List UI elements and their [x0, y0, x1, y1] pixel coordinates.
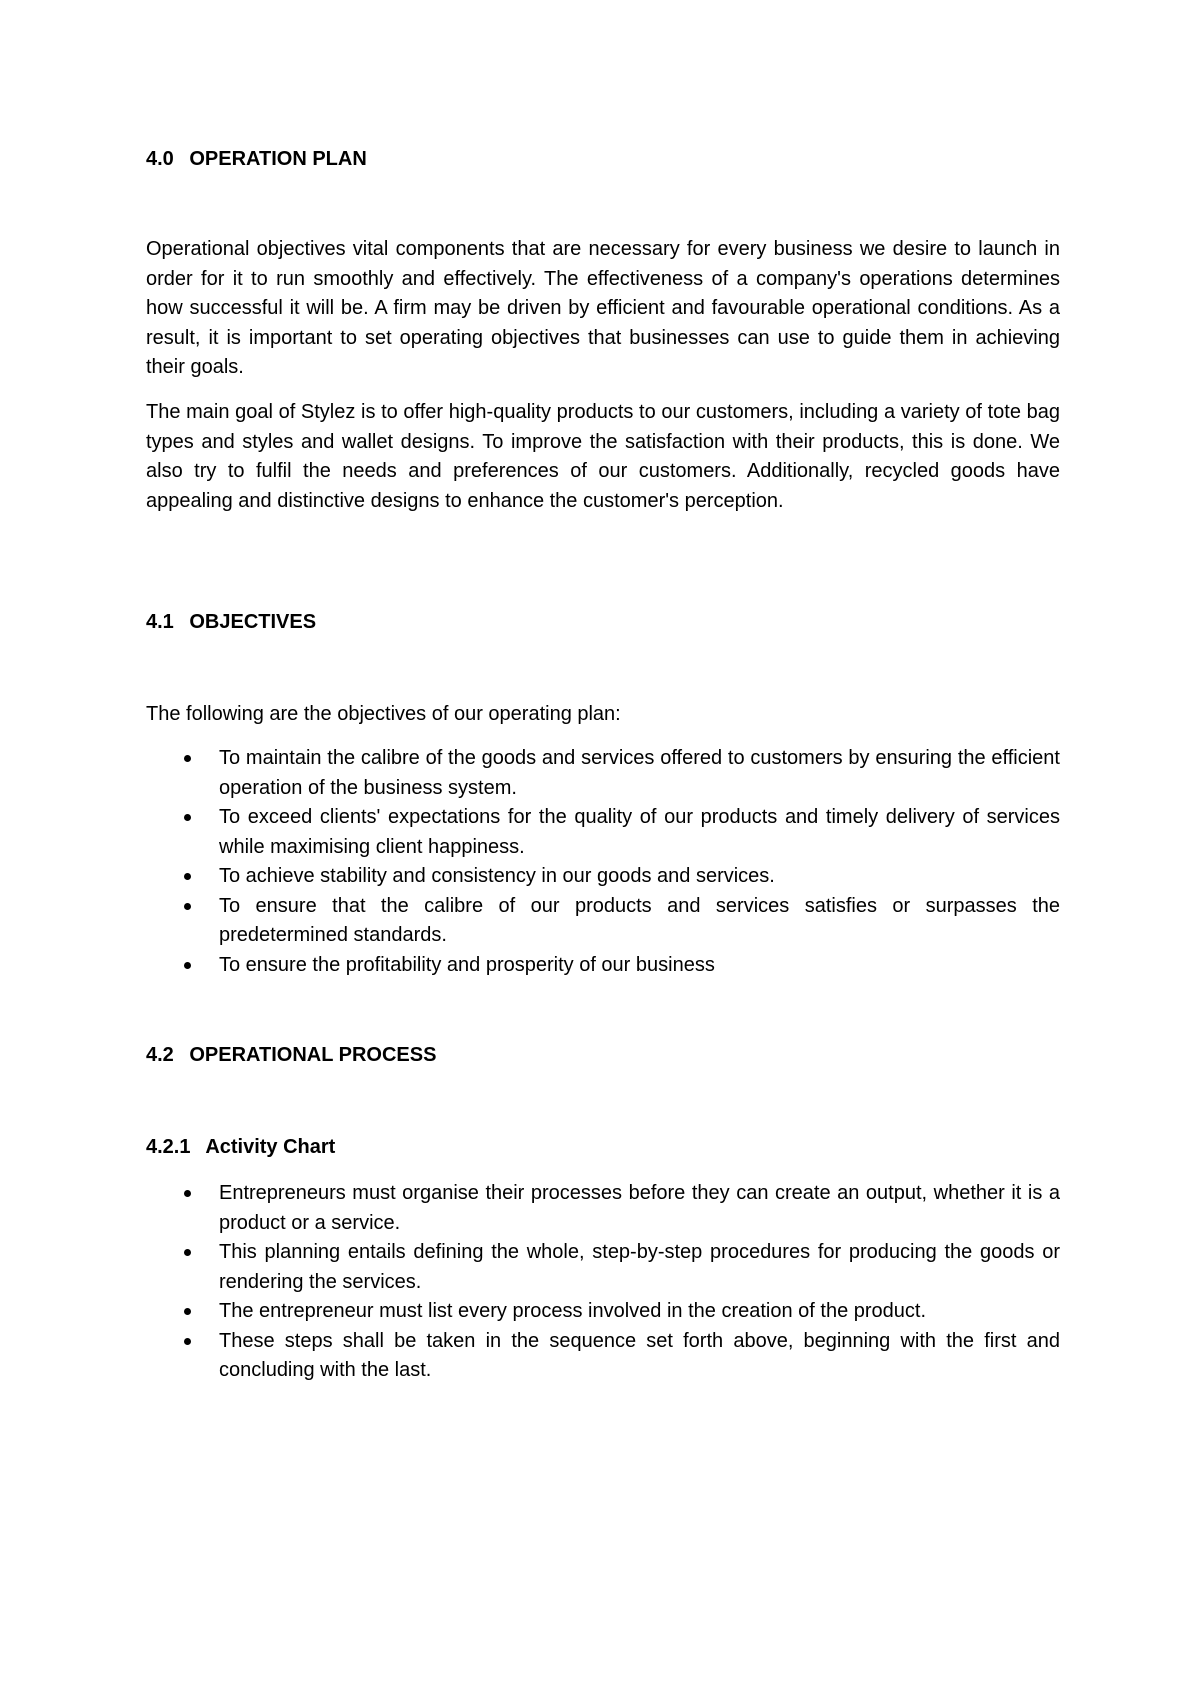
list-item: [146, 744, 1060, 803]
list-item-text: These steps shall be taken in the sequence set forth above, beginning with the first and concluding with the last.: [219, 1329, 1060, 1381]
list-item-text: The entrepreneur must list every process involved in the creation of the product.: [219, 1300, 927, 1322]
objectives-list: [146, 744, 1060, 980]
bullet-icon: [184, 1338, 191, 1345]
objectives-intro: The following are the objectives of our operating plan:: [146, 703, 621, 725]
bullet-icon: [184, 873, 191, 880]
heading-operation-plan: [146, 144, 367, 174]
list-item-text: To achieve stability and consistency in our goods and services.: [219, 865, 775, 887]
heading-number: 4.2: [146, 1044, 174, 1066]
list-item: [146, 862, 1060, 892]
bullet-icon: [184, 903, 191, 910]
list-item: [146, 803, 1060, 862]
main-goal-paragraph: The main goal of Stylez is to offer high-quality products to our customers, including a variety of tote bag types and styles and wallet designs. To improve the satisfaction with their products, this is done. We also try to fulfil the needs and preferences of our customers. Additionally, recycled goods have appealing and distinctive designs to enhance the customer's perception.: [146, 401, 1060, 512]
list-item: [146, 1238, 1060, 1297]
list-item: [146, 1179, 1060, 1238]
list-item-text: To maintain the calibre of the goods and services offered to customers by ensuring the efficient operation of the business system.: [219, 747, 1060, 799]
bullet-icon: [184, 1190, 191, 1197]
heading-title: OPERATIONAL PROCESS: [189, 1044, 437, 1066]
heading-activity-chart: [146, 1132, 335, 1162]
list-item-text: To exceed clients' expectations for the quality of our products and timely delivery of services while maximising client happiness.: [219, 806, 1060, 858]
bullet-icon: [184, 755, 191, 762]
heading-title: OPERATION PLAN: [189, 148, 367, 170]
heading-title: OBJECTIVES: [189, 611, 317, 633]
heading-number: 4.1: [146, 611, 174, 633]
bullet-icon: [184, 962, 191, 969]
heading-title: Activity Chart: [205, 1136, 336, 1158]
activity-chart-list: [146, 1179, 1060, 1386]
list-item: [146, 1297, 1060, 1327]
list-item-text: To ensure that the calibre of our products and services satisfies or surpasses the predetermined standards.: [219, 894, 1060, 946]
bullet-icon: [184, 1308, 191, 1315]
list-item-text: This planning entails defining the whole, step-by-step procedures for producing the goods or rendering the services.: [219, 1241, 1060, 1293]
bullet-icon: [184, 814, 191, 821]
list-item-text: Entrepreneurs must organise their processes before they can create an output, whether it is a product or a service.: [219, 1182, 1060, 1234]
list-item: [146, 951, 1060, 981]
bullet-icon: [184, 1249, 191, 1256]
list-item: [146, 1327, 1060, 1386]
list-item-text: To ensure the profitability and prosperity of our business: [219, 953, 715, 976]
heading-number: 4.0: [146, 148, 174, 170]
heading-objectives: [146, 607, 316, 637]
heading-operational-process: [146, 1040, 436, 1070]
intro-paragraph: Operational objectives vital components that are necessary for every business we desire to launch in order for it to run smoothly and effectively. The effectiveness of a company's operations determines how successful it will be. A firm may be driven by efficient and favourable operational conditions. As a result, it is important to set operating objectives that businesses can use to guide them in achieving their goals.: [146, 238, 1060, 378]
heading-number: 4.2.1: [146, 1136, 191, 1158]
list-item: [146, 892, 1060, 951]
